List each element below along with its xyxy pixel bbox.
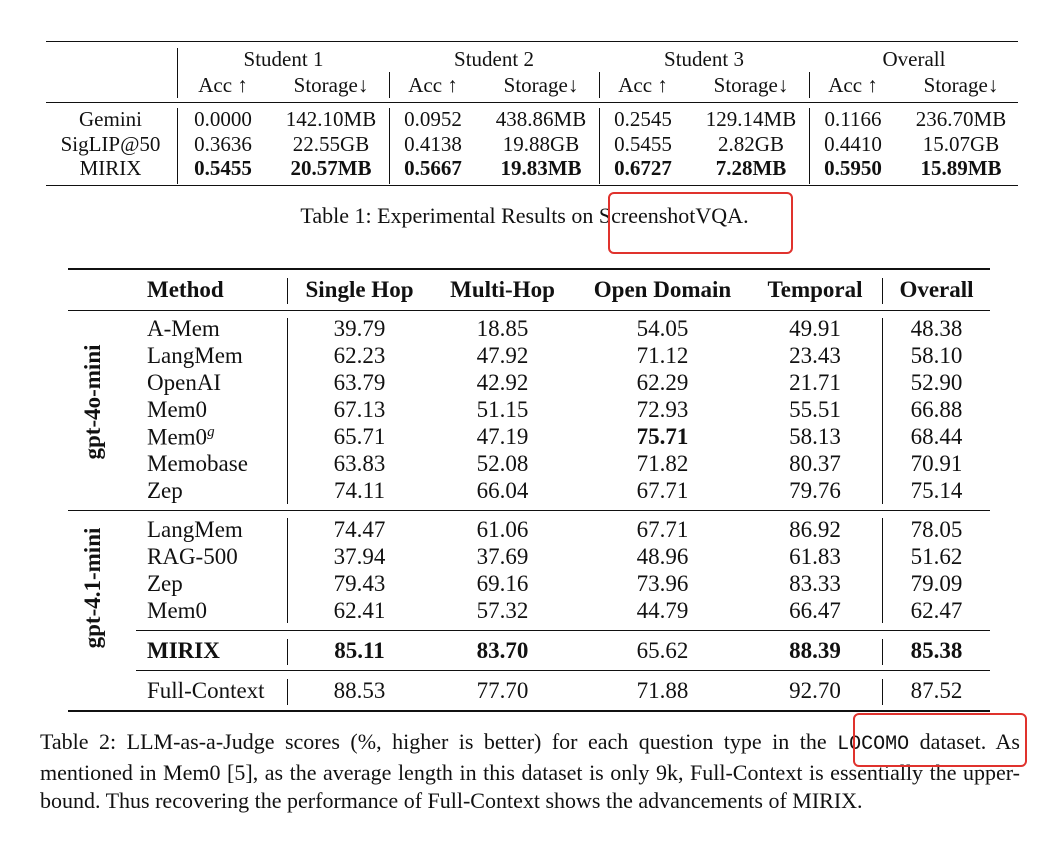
table2-row-method-mirix: MIRIX: [147, 638, 220, 663]
table1-subheader: Storage↓: [713, 73, 789, 97]
table1-cell: 15.89MB: [920, 156, 1002, 180]
table2-vrule: [882, 518, 883, 623]
table2-cell: 85.11: [334, 638, 385, 663]
table1-cell: 142.10MB: [285, 107, 377, 131]
table1-vrule: [389, 108, 390, 184]
table2-cell: 62.29: [636, 370, 689, 395]
table1-subheader: Acc ↑: [408, 73, 458, 97]
table2-row-method: LangMem: [147, 343, 243, 368]
table2-cell: 83.70: [476, 638, 529, 663]
table1-cell: 0.0952: [404, 107, 462, 131]
table2-row-method: Mem0$^g$: [147, 424, 215, 450]
table2-cell: 88.39: [789, 638, 841, 663]
table1-cell: 0.4410: [824, 132, 882, 156]
table2-cell: 63.83: [333, 451, 386, 476]
table1-vrule: [599, 108, 600, 184]
table1-cell: 0.5455: [194, 156, 252, 180]
table1-top-rule: [46, 41, 1018, 42]
table2-cell: 44.79: [636, 598, 689, 623]
table2-header: Method: [147, 277, 224, 302]
table1-subheader: Storage↓: [503, 73, 579, 97]
table1-subheader: Storage↓: [293, 73, 369, 97]
table2-cell: 37.94: [333, 544, 386, 569]
table2-cell: 21.71: [789, 370, 841, 395]
table2-cell: 75.14: [910, 478, 963, 503]
table2-cell: 63.79: [333, 370, 386, 395]
table2-cell: 62.41: [333, 598, 386, 623]
table2-header: Temporal: [767, 277, 863, 302]
table2-cell: 52.90: [910, 370, 963, 395]
table1-cell: 2.82GB: [718, 132, 784, 156]
table2-cell: 73.96: [636, 571, 689, 596]
table2-cell: 78.05: [910, 517, 963, 542]
table2-row-method: Mem0: [147, 598, 208, 623]
table2-cell: 42.92: [476, 370, 529, 395]
table1-cell: 0.5667: [404, 156, 462, 180]
table2-caption: Table 2: LLM-as-a-Judge scores (%, higher is better) for each question type in the LOCOMO dataset. As mentioned in Mem0 [5], as the average length in this dataset is only 9k, Full-Context is essentially the upper-bound. Thus recovering the performance of Full-Context shows the advancements of MIRIX.: [40, 729, 1020, 813]
table2-cell: 48.96: [636, 544, 689, 569]
table2-cell: 58.10: [910, 343, 963, 368]
table1-cell: 15.07GB: [922, 132, 1000, 156]
table2-cell: 71.82: [636, 451, 689, 476]
caption-highlight-locomo: LOCOMO: [837, 733, 910, 756]
table1-bottom-rule: [46, 185, 1018, 186]
table1-cell: 438.86MB: [495, 107, 587, 131]
table2-top-rule: [68, 268, 990, 270]
table2-cell: 48.38: [910, 316, 963, 341]
table2-cell: 69.16: [476, 571, 529, 596]
table2-cell: 61.83: [789, 544, 841, 569]
table1-group-header: Student 3: [664, 47, 744, 71]
table2-row-method: A-Mem: [147, 316, 220, 341]
table1-subheader: Storage↓: [923, 73, 999, 97]
table2-cell: 79.76: [789, 478, 841, 503]
table2-cell: 67.71: [636, 517, 689, 542]
table2-header: Open Domain: [593, 277, 732, 302]
table2-cell: 37.69: [476, 544, 529, 569]
table1-group-header: Student 1: [243, 47, 324, 71]
table2-cell: 67.71: [636, 478, 689, 503]
table2-vrule: [287, 278, 288, 304]
table1-cell: 0.5950: [824, 156, 882, 180]
table1-subheader: Acc ↑: [618, 73, 668, 97]
table1-vrule: [809, 108, 810, 184]
table2-cell: 72.93: [636, 397, 689, 422]
table1-vrule: [177, 108, 178, 184]
table1-vrule: [599, 72, 600, 98]
table1-cell: 0.3636: [194, 132, 252, 156]
table2-cell: 80.37: [789, 451, 841, 476]
highlight-box: [853, 713, 1027, 767]
table2-cell: 47.19: [476, 424, 529, 449]
table2-header: Single Hop: [305, 277, 414, 302]
table2-cell: 77.70: [476, 678, 529, 703]
table2-mirix-rule: [136, 630, 990, 631]
table2-cell: 75.71: [636, 424, 689, 449]
table1-row-method: MIRIX: [79, 156, 142, 180]
table2-vrule: [882, 679, 883, 705]
table2-cell: 55.51: [789, 397, 841, 422]
table2-group-rule: [68, 510, 990, 511]
table2-cell: 51.62: [910, 544, 963, 569]
table1-cell: 0.6727: [614, 156, 672, 180]
table1-cell: 0.5455: [614, 132, 672, 156]
table2-cell: 66.04: [476, 478, 529, 503]
table1-cell: 22.55GB: [292, 132, 370, 156]
table1-cell: 0.0000: [194, 107, 252, 131]
table1-vrule: [809, 72, 810, 98]
table2-row-method: Mem0: [147, 397, 208, 422]
table2-header-rule: [68, 310, 990, 311]
table2-bottom-rule: [68, 710, 990, 712]
table2-cell: 70.91: [910, 451, 963, 476]
table2-cell: 23.43: [789, 343, 841, 368]
table1-caption: Table 1: Experimental Results on ScreenshotVQA.: [300, 203, 749, 228]
table2-cell: 62.23: [333, 343, 386, 368]
table2-cell: 92.70: [789, 678, 841, 703]
table2-cell: 47.92: [476, 343, 529, 368]
table2-cell: 88.53: [333, 678, 386, 703]
table2-header: Multi-Hop: [450, 277, 555, 302]
table2-cell: 52.08: [476, 451, 529, 476]
table2-cell: 74.11: [334, 478, 385, 503]
table1-cell: 0.2545: [614, 107, 672, 131]
table1-cell: 20.57MB: [290, 156, 372, 180]
table1-cell: 19.83MB: [500, 156, 582, 180]
table2-cell: 39.79: [333, 316, 386, 341]
caption-highlight-screenshotvqa: ScreenshotVQA: [598, 203, 744, 228]
group-label-gpt-4.1-mini: gpt-4.1-mini: [80, 527, 105, 649]
table2-cell: 83.33: [789, 571, 841, 596]
table1-subheader: Acc ↑: [828, 73, 878, 97]
table1-vrule: [389, 72, 390, 98]
table2-vrule: [882, 639, 883, 665]
table2-row-method-full-context: Full-Context: [147, 678, 265, 703]
table2-cell: 86.92: [789, 517, 841, 542]
table2-cell: 68.44: [910, 424, 963, 449]
table1-cell: 19.88GB: [502, 132, 580, 156]
table2-cell: 49.91: [789, 316, 841, 341]
table1-vrule: [177, 48, 178, 98]
table2-cell: 51.15: [476, 397, 529, 422]
table2-cell: 54.05: [636, 316, 689, 341]
table1-mid-rule: [46, 102, 1018, 103]
table1-cell: 236.70MB: [915, 107, 1007, 131]
method-superscript: g: [207, 424, 215, 440]
group-label-gpt-4o-mini: gpt-4o-mini: [80, 344, 105, 460]
table2-vrule: [287, 679, 288, 705]
table2-cell: 57.32: [476, 598, 529, 623]
table2-row-method: Zep: [147, 478, 183, 503]
table1-group-header: Overall: [882, 47, 946, 71]
table2-cell: 61.06: [476, 517, 529, 542]
table1-cell: 0.4138: [404, 132, 462, 156]
table1-cell: 0.1166: [824, 107, 882, 131]
table1-row-method: SigLIP@50: [60, 132, 161, 156]
table2-vrule: [882, 278, 883, 304]
table1-subheader: Acc ↑: [198, 73, 248, 97]
table1-cell: 129.14MB: [705, 107, 797, 131]
table1-cell: 7.28MB: [715, 156, 787, 180]
table2-row-method: RAG-500: [147, 544, 238, 569]
table2-vrule: [287, 518, 288, 623]
table2-full-rule: [136, 670, 990, 671]
table2-cell: 58.13: [789, 424, 841, 449]
table2-cell: 66.47: [789, 598, 841, 623]
table2-vrule: [287, 318, 288, 504]
table2-vrule: [882, 318, 883, 504]
table1-group-header: Student 2: [454, 47, 534, 71]
table2-cell: 65.62: [636, 638, 689, 663]
table2-cell: 62.47: [910, 598, 963, 623]
table2-cell: 79.43: [333, 571, 386, 596]
table2-cell: 87.52: [910, 678, 963, 703]
highlight-box: [608, 192, 793, 254]
table2-cell: 79.09: [910, 571, 963, 596]
table2-row-method: Zep: [147, 571, 183, 596]
table2-row-method: Memobase: [147, 451, 248, 476]
table2-cell: 85.38: [910, 638, 963, 663]
table2-cell: 66.88: [910, 397, 963, 422]
table2-cell: 71.12: [636, 343, 689, 368]
table1-row-method: Gemini: [79, 107, 142, 131]
table2-header: Overall: [899, 277, 974, 302]
table2-vrule: [287, 639, 288, 665]
table2-cell: 74.47: [333, 517, 386, 542]
table2-row-method: OpenAI: [147, 370, 222, 395]
table2-cell: 18.85: [476, 316, 529, 341]
table2-cell: 71.88: [636, 678, 689, 703]
table2-row-method: LangMem: [147, 517, 243, 542]
table2-cell: 65.71: [333, 424, 386, 449]
table2-cell: 67.13: [333, 397, 386, 422]
